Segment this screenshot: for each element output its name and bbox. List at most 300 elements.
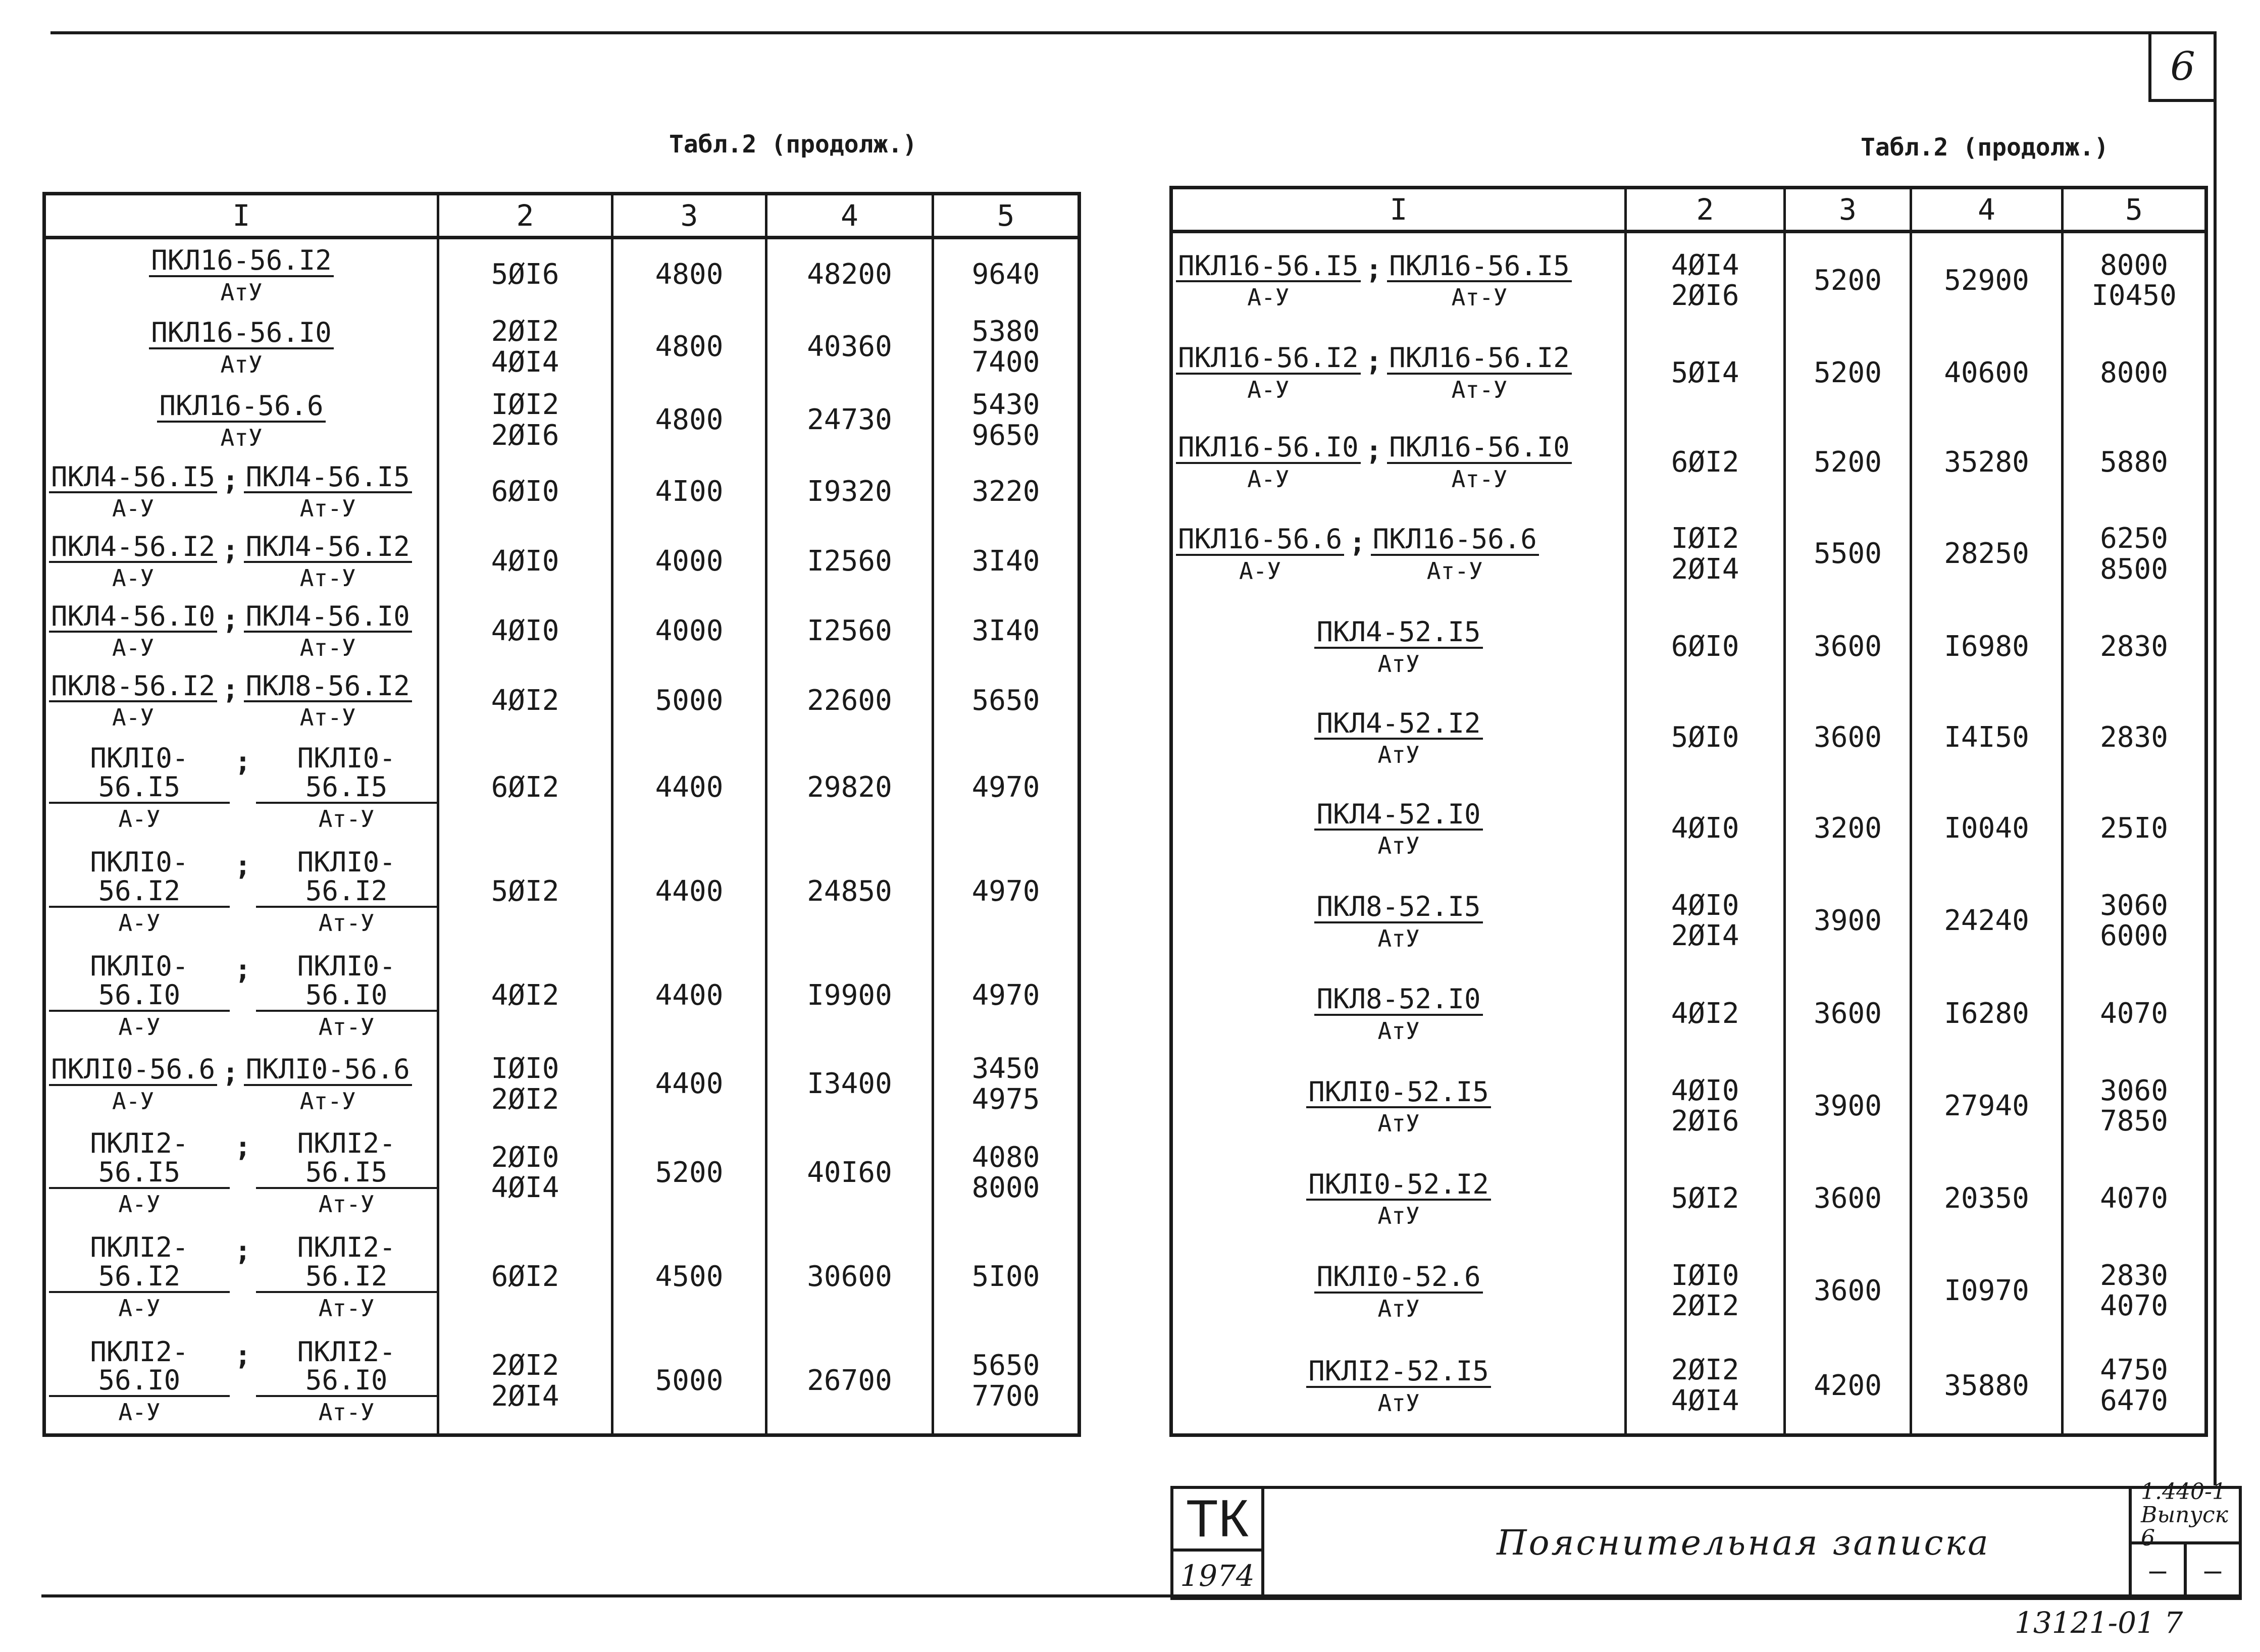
column-5-cell <box>933 840 1080 944</box>
reinforcement-cell-line: 4ØI4 <box>1671 1384 1739 1417</box>
product-code: ПКЛI0-52.I2 <box>1306 1170 1491 1201</box>
product-code: ПКЛ4-56.I2 <box>49 533 217 563</box>
column-4-cell: 27940 <box>1911 1059 2063 1153</box>
reinforcement-cell <box>438 596 612 666</box>
product-mark <box>157 392 325 450</box>
reinforcement-cell-line: 5ØI4 <box>1671 356 1739 389</box>
column-header: 5 <box>2063 188 2206 232</box>
steel-class: А-У <box>112 1087 155 1115</box>
organization-mark: ТК <box>1173 1489 1264 1552</box>
reinforcement-cell-line: 2ØI2 <box>491 1349 559 1382</box>
column-3-cell: 5200 <box>1785 418 1911 507</box>
steel-class: Ат-У <box>1451 466 1508 493</box>
product-code: ПКЛI0-52.6 <box>1314 1263 1482 1294</box>
column-5-cell-line: 3220 <box>971 475 1040 508</box>
series-code: 1.440-1 <box>2141 1478 2226 1505</box>
column-5-cell <box>2063 1059 2206 1153</box>
product-code: ПКЛ16-56.6 <box>157 392 325 423</box>
reinforcement-cell-line: 6ØI2 <box>1671 445 1739 479</box>
reinforcement-cell <box>1626 601 1785 692</box>
product-mark <box>256 744 437 831</box>
column-4-cell: I0970 <box>1911 1244 2063 1338</box>
steel-class: Ат-У <box>1451 284 1508 312</box>
column-4-cell: I9320 <box>766 457 933 527</box>
separator: ; <box>234 850 251 882</box>
reinforcement-cell <box>1626 1153 1785 1244</box>
column-5-cell-line: 7400 <box>971 345 1040 379</box>
product-pair <box>46 1129 437 1216</box>
table-row <box>44 1121 1080 1225</box>
product-code: ПКЛ8-52.I0 <box>1314 985 1482 1016</box>
steel-class: АтУ <box>1377 741 1420 769</box>
reinforcement-cell-line: 4ØI0 <box>1671 1074 1739 1107</box>
steel-class: АтУ <box>1377 832 1420 860</box>
reinforcement-cell-line: 2ØI4 <box>491 1379 559 1413</box>
product-mark <box>49 1129 230 1216</box>
product-mark <box>49 1335 230 1426</box>
steel-class: Ат-У <box>1426 557 1483 585</box>
steel-class: АтУ <box>1377 1017 1420 1045</box>
reinforcement-cell-line: 2ØI2 <box>1671 1354 1739 1387</box>
column-4-cell: 40600 <box>1911 328 2063 418</box>
product-pair <box>1173 525 1624 583</box>
column-header: 4 <box>766 194 933 238</box>
table-row <box>1171 783 2206 874</box>
reinforcement-cell-line: 5ØI0 <box>1671 720 1739 754</box>
reinforcement-cell-line: 4ØI2 <box>491 978 559 1012</box>
column-5-cell <box>2063 328 2206 418</box>
steel-class: Ат-У <box>318 1399 375 1426</box>
product-code-cell <box>44 736 438 840</box>
column-5-cell <box>2063 1153 2206 1244</box>
steel-class: АтУ <box>220 350 263 378</box>
reinforcement-cell <box>438 457 612 527</box>
column-4-cell: 40I60 <box>766 1121 933 1225</box>
column-5-cell-line: 6250 <box>2100 522 2168 555</box>
reinforcement-cell <box>438 384 612 457</box>
column-5-cell-line: 4970 <box>971 770 1040 804</box>
product-code-cell <box>44 384 438 457</box>
table-row <box>1171 601 2206 692</box>
column-4-cell: I6980 <box>1911 601 2063 692</box>
table-header-row <box>44 194 1080 238</box>
column-3-cell: 5000 <box>612 1329 766 1435</box>
product-code: ПКЛ8-52.I5 <box>1314 893 1482 923</box>
product-code: ПКЛI0-52.I5 <box>1306 1078 1491 1109</box>
separator: ; <box>1365 435 1382 467</box>
column-5-cell <box>933 384 1080 457</box>
reinforcement-cell <box>1626 968 1785 1059</box>
separator: ; <box>222 464 239 496</box>
column-4-cell: 20350 <box>1911 1153 2063 1244</box>
column-5-cell <box>2063 692 2206 783</box>
reinforcement-cell <box>1626 328 1785 418</box>
separator: ; <box>1365 345 1382 378</box>
column-header: 3 <box>612 194 766 238</box>
product-mark <box>49 848 230 935</box>
steel-class: Ат-У <box>299 634 356 662</box>
steel-class: АтУ <box>1377 1202 1420 1230</box>
column-3-cell: 3600 <box>1785 692 1911 783</box>
column-5-cell-line: 3450 <box>971 1052 1040 1086</box>
column-5-cell-line: 7700 <box>971 1379 1040 1413</box>
title-block <box>1170 1478 2242 1600</box>
separator: ; <box>1365 253 1382 285</box>
steel-class: Ат-У <box>299 1087 356 1115</box>
product-mark <box>244 530 412 592</box>
sheet-cells <box>2129 1544 2239 1597</box>
table-header-row <box>1171 188 2206 232</box>
column-5-cell-line: 25I0 <box>2100 812 2168 845</box>
issue-number: Выпуск 6 <box>2141 1502 2228 1552</box>
column-5-cell-line: 5650 <box>971 684 1040 717</box>
column-5-cell-line: 8000 <box>2100 248 2168 282</box>
column-header: 5 <box>933 194 1080 238</box>
column-3-cell: 3600 <box>1785 1244 1911 1338</box>
product-code: ПКЛI0-56.I0 <box>49 952 230 1011</box>
product-mark <box>1387 344 1572 402</box>
column-5-cell <box>933 457 1080 527</box>
page-number: 6 <box>2148 31 2214 102</box>
column-4-cell: 24730 <box>766 384 933 457</box>
column-5-cell-line: 4070 <box>2100 997 2168 1030</box>
product-pair <box>46 530 437 592</box>
column-5-cell <box>933 1329 1080 1435</box>
product-code-cell <box>1171 507 1626 601</box>
table-row <box>44 1225 1080 1329</box>
separator: ; <box>222 603 239 636</box>
product-mark <box>1176 249 1361 312</box>
column-5-cell <box>933 1121 1080 1225</box>
product-pair <box>46 952 437 1039</box>
product-code: ПКЛ16-56.I2 <box>1176 344 1361 375</box>
product-code: ПКЛ16-56.I0 <box>1387 433 1572 464</box>
column-header: 3 <box>1785 188 1911 232</box>
column-5-cell <box>2063 232 2206 329</box>
product-mark <box>49 1233 230 1320</box>
product-code: ПКЛI0-56.I0 <box>256 952 437 1011</box>
reinforcement-cell-line: IØI0 <box>491 1052 559 1086</box>
product-mark <box>1306 1357 1491 1415</box>
product-mark <box>49 602 217 660</box>
product-code: ПКЛI2-56.I5 <box>49 1129 230 1189</box>
reinforcement-cell <box>438 1329 612 1435</box>
product-mark <box>256 848 437 935</box>
product-pair <box>46 669 437 732</box>
steel-class: А-У <box>118 1294 161 1322</box>
product-code: ПКЛ4-52.I0 <box>1314 800 1482 831</box>
column-4-cell: 52900 <box>1911 232 2063 329</box>
product-code-cell <box>1171 418 1626 507</box>
archive-number: 13121-01 7 <box>2015 1606 2183 1640</box>
product-code: ПКЛI2-52.I5 <box>1306 1357 1491 1388</box>
column-5-cell-line: 6470 <box>2100 1384 2168 1417</box>
product-pair <box>46 744 437 831</box>
column-5-cell-line: 9650 <box>971 419 1040 452</box>
table-row <box>44 1048 1080 1121</box>
product-code-cell <box>44 1121 438 1225</box>
column-5-cell <box>933 1048 1080 1121</box>
steel-class: А-У <box>112 634 155 662</box>
product-code: ПКЛI2-56.I5 <box>256 1129 437 1189</box>
product-code: ПКЛ4-56.I0 <box>49 602 217 633</box>
product-mark <box>1176 525 1344 583</box>
column-3-cell: 4200 <box>1785 1338 1911 1435</box>
product-code: ПКЛ4-56.I0 <box>244 602 412 633</box>
reinforcement-cell <box>438 944 612 1048</box>
column-3-cell: 3600 <box>1785 968 1911 1059</box>
reinforcement-cell-line: IØI2 <box>491 388 559 422</box>
product-code: ПКЛ4-52.I5 <box>1314 618 1482 649</box>
reinforcement-cell <box>1626 874 1785 968</box>
product-code-cell <box>44 1048 438 1121</box>
steel-class: А-У <box>1247 466 1290 493</box>
column-5-cell-line: 5I00 <box>971 1260 1040 1293</box>
product-mark <box>1306 1170 1491 1228</box>
steel-class: АтУ <box>1377 1295 1420 1322</box>
column-5-cell <box>933 238 1080 311</box>
steel-class: А-У <box>112 564 155 592</box>
steel-class: АтУ <box>1377 1389 1420 1417</box>
reinforcement-cell <box>438 1048 612 1121</box>
table-row <box>44 736 1080 840</box>
reinforcement-cell <box>1626 1244 1785 1338</box>
reinforcement-cell <box>438 736 612 840</box>
product-code-cell <box>1171 1153 1626 1244</box>
product-mark <box>1314 709 1482 767</box>
product-code-cell <box>1171 692 1626 783</box>
reinforcement-cell-line: 2ØI4 <box>1671 919 1739 953</box>
reinforcement-cell-line: 5ØI6 <box>491 258 559 291</box>
reinforcement-cell-line: 6ØI0 <box>1671 630 1739 663</box>
product-mark <box>244 669 412 732</box>
reinforcement-cell-line: 4ØI0 <box>1671 812 1739 845</box>
table-row <box>1171 1059 2206 1153</box>
column-5-cell-line: 4070 <box>2100 1289 2168 1323</box>
table-row <box>44 596 1080 666</box>
product-mark <box>256 1335 437 1426</box>
steel-class: Ат-У <box>318 1294 375 1322</box>
column-3-cell: 4400 <box>612 944 766 1048</box>
column-5-cell-line: 4070 <box>2100 1182 2168 1215</box>
product-code-cell <box>44 944 438 1048</box>
reinforcement-cell-line: 2ØI6 <box>1671 279 1739 313</box>
product-mark <box>49 744 230 831</box>
product-code: ПКЛ8-56.I2 <box>49 672 217 703</box>
column-3-cell: 4800 <box>612 384 766 457</box>
reinforcement-cell-line: 2ØI6 <box>1671 1104 1739 1138</box>
column-3-cell: 5500 <box>1785 507 1911 601</box>
separator: ; <box>234 1339 251 1371</box>
steel-class: А-У <box>1239 557 1281 585</box>
product-mark <box>1306 1075 1491 1138</box>
product-mark <box>1314 800 1482 858</box>
product-pair <box>1173 344 1624 402</box>
product-code-cell <box>44 238 438 311</box>
product-mark <box>1387 249 1572 312</box>
steel-class: А-У <box>118 1399 161 1426</box>
table-row <box>44 457 1080 527</box>
reinforcement-cell-line: 4ØI4 <box>1671 248 1739 282</box>
product-code: ПКЛ16-56.I5 <box>1176 252 1361 283</box>
table-row <box>1171 968 2206 1059</box>
separator: ; <box>234 954 251 986</box>
column-4-cell: 35280 <box>1911 418 2063 507</box>
product-code: ПКЛI0-56.I5 <box>49 744 230 803</box>
product-code: ПКЛI2-56.I2 <box>49 1233 230 1293</box>
right-border-line <box>2214 31 2217 1485</box>
product-code: ПКЛ8-56.I2 <box>244 672 412 703</box>
product-mark <box>49 530 217 592</box>
steel-class: Ат-У <box>1451 376 1508 403</box>
column-5-cell <box>933 666 1080 736</box>
column-5-cell <box>933 596 1080 666</box>
reinforcement-cell <box>438 527 612 596</box>
table-row <box>44 384 1080 457</box>
product-code: ПКЛ16-56.I2 <box>149 246 334 277</box>
column-4-cell: 24850 <box>766 840 933 944</box>
table-row <box>44 238 1080 311</box>
column-header: I <box>1171 188 1626 232</box>
column-5-cell <box>933 736 1080 840</box>
column-4-cell: 22600 <box>766 666 933 736</box>
product-mark <box>1176 344 1361 402</box>
table-row <box>1171 328 2206 418</box>
column-5-cell-line: 9640 <box>971 258 1040 291</box>
separator: ; <box>222 673 239 705</box>
column-4-cell: 24240 <box>1911 874 2063 968</box>
reinforcement-cell-line: 5ØI2 <box>491 874 559 908</box>
product-pair <box>46 1335 437 1426</box>
product-mark <box>1314 893 1482 951</box>
column-5-cell-line: 3I40 <box>971 614 1040 647</box>
column-3-cell: 3600 <box>1785 1153 1911 1244</box>
column-3-cell: 3900 <box>1785 874 1911 968</box>
product-mark <box>49 952 230 1039</box>
column-header: 4 <box>1911 188 2063 232</box>
steel-class: Ат-У <box>318 1013 375 1041</box>
column-3-cell: 5000 <box>612 666 766 736</box>
product-code-cell <box>1171 601 1626 692</box>
product-pair <box>46 1233 437 1320</box>
reinforcement-cell-line: 4ØI4 <box>491 1171 559 1205</box>
table-row <box>1171 418 2206 507</box>
reinforcement-cell <box>1626 507 1785 601</box>
column-4-cell: I2560 <box>766 596 933 666</box>
reinforcement-cell-line: 6ØI0 <box>491 475 559 508</box>
column-5-cell <box>2063 507 2206 601</box>
column-5-cell <box>2063 418 2206 507</box>
column-5-cell-line: 8000 <box>971 1171 1040 1205</box>
reinforcement-cell-line: 2ØI2 <box>491 1082 559 1116</box>
reinforcement-cell-line: 2ØI0 <box>491 1141 559 1174</box>
reinforcement-cell <box>438 311 612 384</box>
steel-class: А-У <box>118 1013 161 1041</box>
product-code-cell <box>44 596 438 666</box>
reinforcement-cell <box>438 666 612 736</box>
reinforcement-cell-line: 4ØI0 <box>491 545 559 578</box>
reinforcement-cell <box>438 1121 612 1225</box>
steel-class: АтУ <box>1377 650 1420 678</box>
column-5-cell-line: 3I40 <box>971 545 1040 578</box>
product-mark <box>256 952 437 1039</box>
column-header: I <box>44 194 438 238</box>
column-3-cell: 4000 <box>612 596 766 666</box>
column-5-cell-line: 4970 <box>971 978 1040 1012</box>
reinforcement-cell-line: 2ØI2 <box>1671 1289 1739 1323</box>
product-code: ПКЛ16-56.I5 <box>1387 252 1572 283</box>
column-5-cell-line: 8500 <box>2100 552 2168 586</box>
table-row <box>44 944 1080 1048</box>
table-row <box>1171 232 2206 329</box>
column-5-cell-line: 5650 <box>971 1349 1040 1382</box>
product-code-cell <box>44 1225 438 1329</box>
steel-class: А-У <box>118 909 161 937</box>
product-mark <box>1387 433 1572 491</box>
document-title: Пояснительная записка <box>1497 1523 1990 1563</box>
product-code: ПКЛ16-56.6 <box>1371 525 1539 556</box>
column-3-cell: 5200 <box>1785 328 1911 418</box>
column-3-cell: 4000 <box>612 527 766 596</box>
column-5-cell-line: 5880 <box>2100 445 2168 479</box>
sheet-cell: — <box>2149 1554 2167 1587</box>
table-row <box>1171 507 2206 601</box>
steel-class: АтУ <box>220 278 263 306</box>
sheet-cell: — <box>2184 1544 2239 1597</box>
column-4-cell: 48200 <box>766 238 933 311</box>
product-code: ПКЛI2-56.I2 <box>256 1233 437 1293</box>
column-5-cell <box>2063 968 2206 1059</box>
column-5-cell-line: 5380 <box>971 315 1040 348</box>
column-4-cell: I4I50 <box>1911 692 2063 783</box>
product-mark <box>1371 525 1539 583</box>
product-mark <box>49 460 217 523</box>
column-5-cell-line: 8000 <box>2100 356 2168 389</box>
column-5-cell-line: 3060 <box>2100 889 2168 922</box>
product-code: ПКЛ4-56.I5 <box>49 463 217 494</box>
product-code-cell <box>1171 1338 1626 1435</box>
column-5-cell <box>2063 783 2206 874</box>
reinforcement-cell-line: 5ØI2 <box>1671 1182 1739 1215</box>
column-3-cell: 4400 <box>612 736 766 840</box>
column-5-cell-line: 2830 <box>2100 1259 2168 1293</box>
column-5-cell-line: 5430 <box>971 388 1040 422</box>
product-code: ПКЛ16-56.I2 <box>1387 344 1572 375</box>
reinforcement-cell-line: 4ØI2 <box>491 684 559 717</box>
column-4-cell: 40360 <box>766 311 933 384</box>
product-mark <box>244 460 412 523</box>
column-4-cell: 28250 <box>1911 507 2063 601</box>
reinforcement-cell-line: IØI2 <box>1671 522 1739 555</box>
product-code-cell <box>1171 232 1626 329</box>
separator: ; <box>222 534 239 566</box>
product-mark <box>49 1055 217 1113</box>
steel-class: А-У <box>118 1190 161 1218</box>
product-code-cell <box>44 527 438 596</box>
column-3-cell: 4500 <box>612 1225 766 1329</box>
reinforcement-cell <box>438 840 612 944</box>
column-3-cell: 4I00 <box>612 457 766 527</box>
top-border-line <box>50 31 2217 34</box>
product-code: ПКЛ16-56.I0 <box>149 319 334 349</box>
column-4-cell: I6280 <box>1911 968 2063 1059</box>
steel-class: АтУ <box>1377 924 1420 952</box>
column-3-cell: 5200 <box>1785 232 1911 329</box>
column-4-cell: 30600 <box>766 1225 933 1329</box>
product-mark <box>49 669 217 732</box>
column-3-cell: 5200 <box>612 1121 766 1225</box>
table-row <box>1171 874 2206 968</box>
